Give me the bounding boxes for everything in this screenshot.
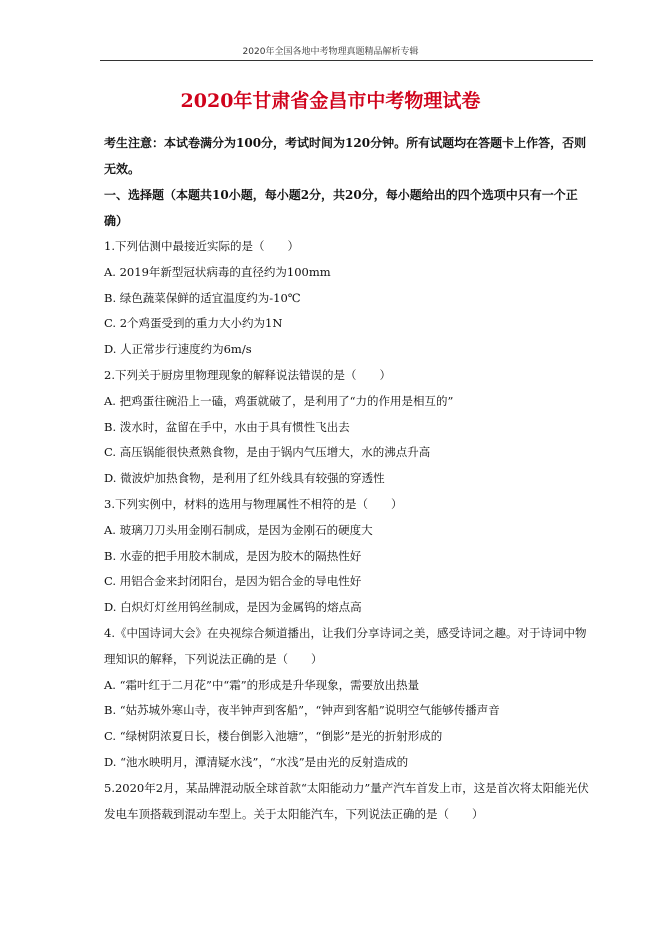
question-2	[104, 363, 594, 492]
option-d: D. 人正常步行速度约为6m/s	[104, 342, 252, 357]
question-stem: 3.下列实例中，材料的选用与物理属性不相符的是（ ）	[104, 496, 403, 511]
exam-content	[104, 130, 594, 827]
question-stem: 1.下列估测中最接近实际的是（ ）	[104, 239, 299, 253]
option-c: C. 用铝合金来封闭阳台，是因为铝合金的导电性好	[104, 574, 362, 589]
option-b: B. “姑苏城外寒山寺，夜半钟声到客船”，“钟声到客船”说明空气能够传播声音	[104, 703, 500, 718]
exam-notice: 考生注意：本试卷满分为100分，考试时间为120分钟。所有试题均在答题卡上作答，否则无效。	[104, 136, 587, 176]
option-b: B. 泼水时，盆留在手中，水由于具有惯性飞出去	[104, 419, 350, 434]
option-d: D. 微波炉加热食物，是利用了红外线具有较强的穿透性	[104, 471, 385, 486]
option-b: B. 绿色蔬菜保鲜的适宜温度约为-10℃	[104, 290, 301, 305]
option-c: C. “绿树阴浓夏日长，楼台倒影入池塘”，“倒影”是光的折射形成的	[104, 729, 443, 744]
option-b: B. 水壶的把手用胶木制成，是因为胶木的隔热性好	[104, 548, 362, 563]
question-stem: 4.《中国诗词大会》在央视综合频道播出，让我们分享诗词之美，感受诗词之趣。对于诗词中物理知识的解释，下列说法正确的是（ ）	[104, 625, 587, 666]
question-stem: 2.下列关于厨房里物理现象的解释说法错误的是（ ）	[104, 367, 391, 382]
option-a: A. 玻璃刀刀头用金刚石制成，是因为金刚石的硬度大	[104, 522, 373, 537]
question-5	[104, 776, 594, 828]
question-3	[104, 492, 594, 621]
section-heading: 一、选择题（本题共10小题，每小题2分，共20分，每小题给出的四个选项中只有一个正确）	[104, 188, 578, 228]
running-header: 2020年全国各地中考物理真题精品解析专辑	[242, 47, 419, 57]
header-rule	[100, 60, 593, 61]
option-c: C. 高压锅能很快煮熟食物，是由于锅内气压增大，水的沸点升高	[104, 445, 431, 460]
page-title: 2020年甘肃省金昌市中考物理试卷	[180, 90, 481, 112]
question-4	[104, 621, 594, 776]
option-d: D. “池水映明月，潭清疑水浅”，“水浅”是由光的反射造成的	[104, 754, 409, 769]
option-a: A. “霜叶红于二月花”中“霜”的形成是升华现象，需要放出热量	[104, 677, 420, 692]
option-d: D. 白炽灯灯丝用钨丝制成，是因为金属钨的熔点高	[104, 600, 362, 615]
question-1	[104, 234, 594, 363]
option-a: A. 把鸡蛋往碗沿上一磕，鸡蛋就破了，是利用了“力的作用是相互的”	[104, 393, 454, 408]
question-stem: 5.2020年2月，某品牌混动版全球首款“太阳能动力”量产汽车首发上市，这是首次将太阳能光伏发电车顶搭载到混动车型上。关于太阳能汽车，下列说法正确的是（ ）	[104, 780, 589, 821]
option-a: A. 2019年新型冠状病毒的直径约为100mm	[104, 264, 331, 279]
option-c: C. 2个鸡蛋受到的重力大小约为1N	[104, 316, 283, 331]
